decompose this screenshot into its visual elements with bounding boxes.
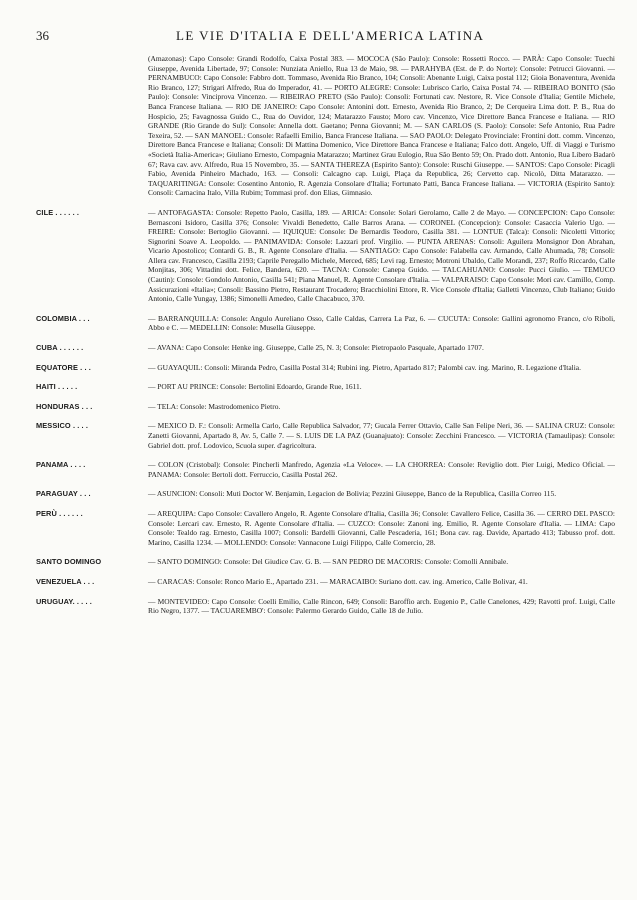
country-entry-colombia <box>36 314 615 333</box>
country-consulates-text: — MONTEVIDEO: Capo Console: Coelli Emilio, Calle Rincon, 649; Consoli: Baroffio arch. Eugenio P., Calle Canelones, 429; Ravotti prof. Luigi, Calle Rio Negro, 1377. — TACUAREMBO': Console: Palermo Gerardo Guido, Calle 18 de Julio. <box>148 596 615 616</box>
country-consulates-text: — GUAYAQUIL: Consoli: Miranda Pedro, Casilla Postal 314; Rubini ing. Pietro, Apartado 817; Palombi cav. ing. Marino, R. Legazione d'Italia. <box>148 362 581 372</box>
country-label: COLOMBIA . . . <box>36 313 90 323</box>
country-label: HONDURAS . . . <box>36 401 93 411</box>
country-consulates-text: — TELA: Console: Mastrodomenico Pietro. <box>148 401 281 411</box>
country-label: MESSICO . . . . <box>36 421 89 431</box>
country-consulates-text: — MEXICO D. F.: Consoli: Armella Carlo, Calle Republica Salvador, 77; Gucala Ferrer Ottavio, Calle San Felipe Neri, 36. — SALINA CRUZ: Console: Zanetti Giovanni, Apartado 8, Av. 5, Calle 7. — S. LUIS DE LA PAZ (Guanajuato): Console: Zecchini Francesco. — VICTORIA (Tamaulipas): Console: Gabriel dott. prof. Lodovico, Scuola super. d'agricoltura. <box>148 421 615 450</box>
country-entry-honduras <box>36 402 615 412</box>
country-entry-peru <box>36 509 615 547</box>
page-header <box>36 26 615 48</box>
country-consulates-text: — AREQUIPA: Capo Console: Cavallero Angelo, R. Agente Consolare d'Italia, Casilla 36; Console: Cavallero Felice, Casilla 36. — CERRO DEL PASCO: Console: Lercari cav. Ernesto, R. Agente Consolare d'Italia. — CUZCO: Console: Zanoni ing. Emilio, R. Agente Consolare d'Italia. — LIMA: Capo Console: Tealdo rag. Ernesto, Casilla 1007; Consoli: Bardelli Giovanni, Calle Pescaderia, 161; Bona cav. rag. Davide, Apartado 413; Tabusso prof. dott. Marino, Casilla 1234. — MOLLENDO: Console: Vannacone Luigi Filippo, Calle Comercio, 28. <box>148 508 615 547</box>
country-entry-equatore <box>36 363 615 373</box>
running-title: LE VIE D'ITALIA E DELL'AMERICA LATINA <box>176 28 485 43</box>
country-label: SANTO DOMINGO <box>36 557 102 567</box>
country-consulates-text: — PORT AU PRINCE: Console: Bertolini Edoardo, Grande Rue, 1611. <box>148 382 362 392</box>
country-consulates-text: — BARRANQUILLA: Console: Angulo Aureliano Osso, Calle Caldas, Carrera La Paz, 6. — CUCUTA: Console: Gallini agronomo Franco, c/o Riboli, Abbo e C. — MEDELLIN: Console: Musella Giuseppe. <box>148 313 615 333</box>
country-label: VENEZUELA . . . <box>36 576 95 586</box>
consulate-list <box>36 208 615 616</box>
country-consulates-text: — CARACAS: Console: Ronco Mario E., Apartado 231. — MARACAIBO: Suriano dott. cav. ing. Americo, Calle Bolivar, 41. <box>148 576 528 586</box>
country-entry-venezuela <box>36 577 615 587</box>
country-label: HAITI . . . . . <box>36 382 78 392</box>
continued-entry-text: (Amazonas): Capo Console: Grandi Rodolfo, Caixa Postal 383. — MOCOCA (São Paulo): Console: Rossetti Rocco. — PARÀ: Capo Console: Tuechi Giuseppe, Avenida Libertade, 97; Console: Nunziata Aniello, Rua 13 de Maio, 98. — PARAHYBA (Est. de P. do Norte): Console: Petrucci Giovanni. — PERNAMBUCO: Capo Console: Fabbro dott. Tommaso, Avenida Rio Branco, 104; Consoli: Abenante Luigi, Caixa postal 112; Gioia Bonaventura, Avenida Rio Branco, 127; Strigari Alfredo, Rua do Imperador, 41. — PORTO ALEGRE: Console: Lubrisco Carlo, Caixa Postal 74. — RIBEIRAO BONITO (São Paulo): Console: Vinciprova Vincenzo. — RIBEIRAO PRETO (São Paulo): Consoli: Fortunati cav. Nestore, R. Vice Console d'Italia; Gentile Michele, Banca Francese Italiana. — RIO DE JANEIRO: Capo Console: Antonini dott. Ernesto, Avenida Rio Branco, 2; De Cerqueira Lima dott. P. B., Rua do Hospicio, 25; Favagnossa Guido C., Rua do Ouvidor, 124; Matarazzo Fausto; Moro cav. Vincenzo, Vice Direttore Banca Francese e Italiana. — RIO GRANDE (Rio Grande do Sul): Console: Annella dott. Gaetano; Penna Giovanni; M. — SAN CARLOS (S. Paolo): Console: Sefe Antonio, Rua Padre Texeira, 52. — SAN MANOEL: Console: Rafaelli Emilio, Banca Francese Italiana. — SAO PAOLO: Delegato Provinciale: Frontini dott. comm. Vincenzo, Direttore Banca Francese e Italiana; Consoli: Di Mattina Domenico, Vice Direttore Banca Francese e Italiana; Falco dott. Angelo, Uff. di Viaggi e Turismo «Società Italia-America»; Giuliano Ernesto, Compagnia Matarazzo; Martinez Grau Eulogio, Rua São Bento 59; On. Prado dott. Antonio, Rua Libero Badarò 67; Rava cav. avv. Alfredo, Rua 15 Novembro, 35. — SANTA THEREZA (Espirito Santo): Console: Ruschi Giuseppe. — SANTOS: Capo Console: Picagli Fabio, Avenida Pinheiro Machado, 163. — Consoli: Calcagno cap. Luigi, Plaça da Republica, 26; Cervetto cap. Nicolò, Ditta Matarazzo. — TAQUARITINGA: Console: Cosentino Antonio, R. Agenzia Consolare d'Italia; Fortunato Patti, Banca Francese Italiana. — VICTORIA (Espirito Santo): Consoli: Carnacina Italo, Villa Rubim; Tommasi prof. don Elias, Gimnasio. <box>148 54 615 198</box>
country-label: PARAGUAY . . . <box>36 489 91 499</box>
country-consulates-text: — ANTOFAGASTA: Console: Repetto Paolo, Casilla, 189. — ARICA: Console: Solari Gerolamo, Calle 2 de Mayo. — CONCEPCION: Capo Console: Bernasconi Isidoro, Casilla 376; Console: Vivaldi Benedetto, Calle Barros Arana. — CORONEL (Concepcion): Console: Casaccia Valerio Ugo. — FREIRE: Console: Bertoglio Giovanni. — IQUIQUE: Console: De Bernardis Teodoro, Casilla 381. — LONTUE (Talca): Consoli: Nicoletti Vittorio; Signorini Soave A. Leopoldo. — PANIMAVIDA: Console: Lazzari prof. Virgilio. — PUNTA ARENAS: Consoli: Aguilera Monsignor Don Abrahan, Vicario Apostolico; Contardi G. B., R. Agente Consolare d'Italia. — SANTIAGO: Capo Console: Falabella cav. Armando, Calle Ahumada, 78; Consoli: Allera cav. Francesco, Casilla 2193; Caprile Peregallo Michele, Merced, 685; Levi rag. Ernesto; Motroni Ubaldo, Calle Morandi, 237; Roffo Riccardo, Calle Monjitas, 306; Vittadini dott. Felice, Bandera, 620. — TACNA: Console: Canepa Guido. — TALCAHUANO: Console: Pucci Giulio. — TEMUCO (Cautin): Console: Gondolo Antonio, Casilla 541; Piana Manuel, R. Agente Consolare d'Italia. — VALPARAISO: Capo Console: Mori cav. Camillo, Comp. Assicurazioni «Italia»; Consoli: Bassino Pietro, Restaurant Trocadero; Bracchiolini Ettore, R. Vice Console d'Italia; Galletti Vincenzo, Club Italiano; Guido Antonio, Calle Yungay, 1386; Simonelli Amedeo, Calle Chacabuco, 370. <box>148 207 615 304</box>
country-entry-cile <box>36 208 615 304</box>
country-entry-uruguay <box>36 597 615 616</box>
country-entry-panama <box>36 460 615 479</box>
country-consulates-text: — SANTO DOMINGO: Console: Del Giudice Cav. G. B. — SAN PEDRO DE MACORIS: Console: Comolli Annibale. <box>148 557 509 567</box>
country-entry-cuba <box>36 343 615 353</box>
country-label: PERÙ . . . . . . <box>36 508 83 518</box>
country-entry-haiti <box>36 382 615 392</box>
country-label: CUBA . . . . . . <box>36 343 84 353</box>
country-consulates-text: — AVANA: Capo Console: Henke ing. Giuseppe, Calle 25, N. 3; Console: Pietropaolo Pasquale, Apartado 1707. <box>148 343 484 353</box>
country-label: CILE . . . . . . <box>36 207 80 217</box>
country-consulates-text: — COLON (Cristobal): Console: Pincherli Manfredo, Agenzia «La Veloce». — LA CHORREA: Console: Reviglio dott. Pier Luigi, Medico Oficial. — PANAMA: Console: Bertoli dott. Ferruccio, Casilla Postal 262. <box>148 460 615 479</box>
country-entry-paraguay <box>36 489 615 499</box>
country-entry-messico <box>36 421 615 450</box>
country-label: EQUATORE . . . <box>36 362 91 372</box>
page-number: 36 <box>36 28 49 43</box>
country-entry-santo-domingo <box>36 557 615 567</box>
country-consulates-text: — ASUNCION: Consoli: Muti Doctor W. Benjamin, Legacion de Bolivia; Pezzini Giuseppe, Banco de la Republica, Casilla Correo 115. <box>148 489 557 499</box>
country-label: PANAMA . . . . <box>36 460 86 470</box>
country-label: URUGUAY. . . . . <box>36 596 92 606</box>
